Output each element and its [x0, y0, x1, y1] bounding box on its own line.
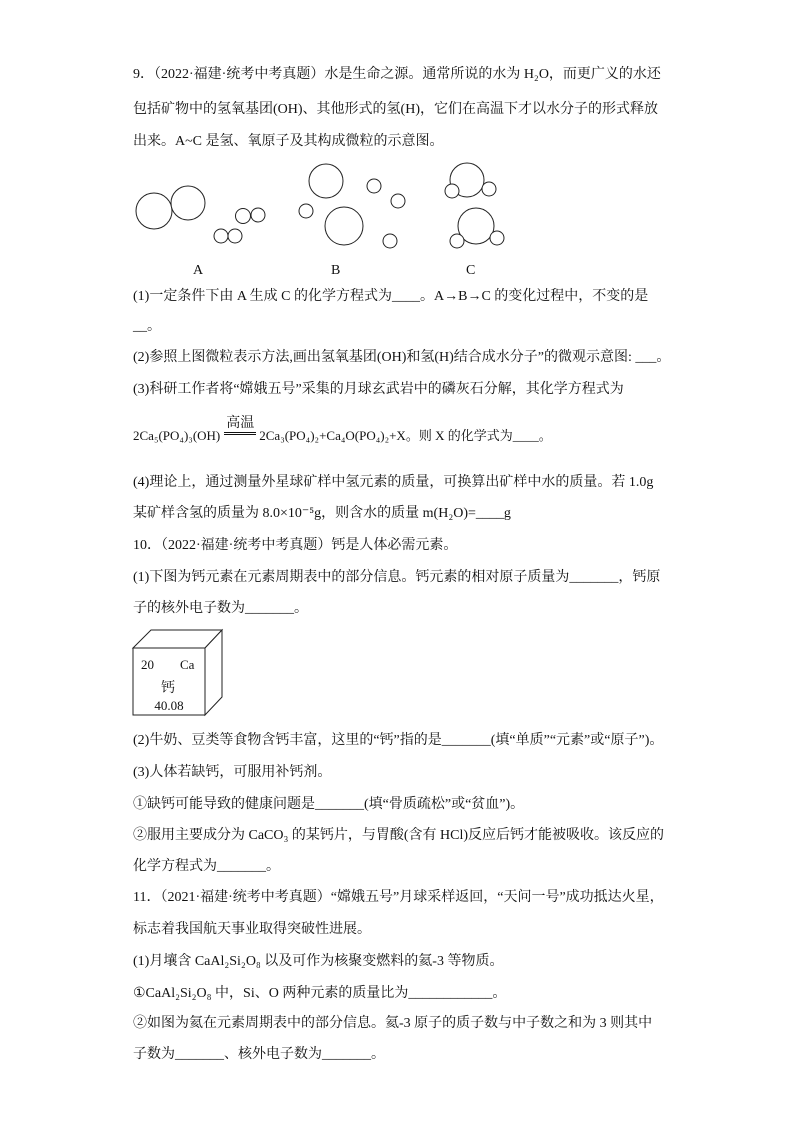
- q9-part3: (3)科研工作者将“嫦娥五号”采集的月球玄武岩中的磷灰石分解，其化学方程式为: [133, 382, 624, 397]
- q11-part1-sub1: ①CaAl₂Si₂O₈ 中，Si、O 两种元素的质量比为____________。: [133, 986, 507, 1001]
- diagram-label-a: A: [193, 263, 204, 278]
- q10-part3: (3)人体若缺钙，可服用补钙剂。: [133, 765, 332, 780]
- q9-intro-line: 包括矿物中的氢氧基团(OH)、其他形式的氢(H)，它们在高温下才以水分子的形式释放: [133, 102, 658, 117]
- diagram-label-c: C: [466, 263, 476, 278]
- hydrogen-atom: [236, 209, 251, 224]
- q9-intro-line: 出来。A~C 是氢、氧原子及其构成微粒的示意图。: [133, 134, 444, 149]
- hydrogen-atom: [450, 234, 464, 248]
- hydrogen-atom: [482, 182, 496, 196]
- element-name: 钙: [161, 681, 175, 696]
- diagram-a: [136, 186, 265, 243]
- q9-part1-line: (1)一定条件下由 A 生成 C 的化学方程式为____。A→B→C 的变化过程中，不变的是: [133, 289, 649, 304]
- diagram-b: [299, 164, 405, 248]
- q10-part3-sub2-line: ②服用主要成分为 CaCO₃ 的某钙片，与胃酸(含有 HCl)反应后钙才能被吸收。该反应的: [133, 828, 665, 843]
- hydrogen-atom: [445, 184, 459, 198]
- element-symbol: Ca: [180, 657, 195, 672]
- hydrogen-atom: [490, 231, 504, 245]
- hydrogen-atom: [214, 229, 228, 243]
- chemical-equation: [133, 416, 552, 445]
- q9-part4-line: 某矿样含氢的质量为 8.0×10⁻⁵g，则含水的质量 m(H₂O)=____g: [133, 506, 511, 521]
- q9-part2: (2)参照上图微粒表示方法,画出氢氧基团(OH)和氢(H)结合成水分子”的微观示意图: ___。: [133, 350, 671, 365]
- equals-line: [224, 432, 256, 435]
- q11-part1-sub2-line: 子数为_______、核外电子数为_______。: [133, 1047, 385, 1062]
- oxygen-atom: [325, 207, 363, 245]
- hydrogen-atom: [367, 179, 381, 193]
- hydrogen-atom: [383, 234, 397, 248]
- diagram-label-b: B: [331, 263, 341, 278]
- q9-part4-line: (4)理论上，通过测量外星球矿样中氢元素的质量，可换算出矿样中水的质量。若 1.0g: [133, 475, 654, 490]
- q10-part2: (2)牛奶、豆类等食物含钙丰富，这里的“钙”指的是_______(填“单质”“元素”或“原子”)。: [133, 733, 664, 748]
- q10-part3-sub1: ①缺钙可能导致的健康问题是_______(填“骨质疏松”或“贫血”)。: [133, 797, 525, 812]
- q10-header: 10．（2022·福建·统考中考真题）钙是人体必需元素。: [133, 538, 458, 553]
- atomic-number: 20: [141, 657, 154, 672]
- oxygen-atom: [136, 193, 172, 229]
- q11-header-line: 11．（2021·福建·统考中考真题）“嫦娥五号”月球采样返回，“天问一号”成功抵达火星，: [133, 890, 664, 905]
- particle-diagram: [120, 150, 520, 258]
- diagram-c: [445, 163, 504, 248]
- q9-intro-line: 9．（2022·福建·统考中考真题）水是生命之源。通常所说的水为 H₂O，而更广义的水还: [133, 67, 661, 82]
- oxygen-atom: [309, 164, 343, 198]
- hydrogen-atom: [251, 208, 265, 222]
- q9-part1-line: __。: [133, 319, 161, 334]
- reaction-condition-text: 高温: [226, 416, 255, 431]
- q11-part1-sub2-line: ②如图为氦在元素周期表中的部分信息。氦-3 原子的质子数与中子数之和为 3 则其中: [133, 1016, 653, 1031]
- equation-reactant: 2Ca₅(PO₄)₃(OH): [133, 428, 221, 443]
- atomic-mass: 40.08: [154, 698, 184, 713]
- hydrogen-atom: [391, 194, 405, 208]
- q10-part3-sub2-line: 化学方程式为_______。: [133, 859, 280, 874]
- q10-part1-line: (1)下图为钙元素在元素周期表中的部分信息。钙元素的相对原子质量为_______，钙原: [133, 570, 661, 585]
- q10-part1-line: 子的核外电子数为_______。: [133, 601, 308, 616]
- reaction-condition: [224, 416, 256, 435]
- hydrogen-atom: [299, 204, 313, 218]
- q11-header-line: 标志着我国航天事业取得突破性进展。: [133, 922, 371, 937]
- equation-products: 2Ca₃(PO₄)₂+Ca₄O(PO₄)₂+X。则 X 的化学式为____。: [259, 428, 552, 443]
- element-card: [128, 625, 228, 720]
- q11-part1: (1)月壤含 CaAl₂Si₂O₈ 以及可作为核聚变燃料的氦-3 等物质。: [133, 954, 504, 969]
- hydrogen-atom: [228, 229, 242, 243]
- oxygen-atom: [171, 186, 205, 220]
